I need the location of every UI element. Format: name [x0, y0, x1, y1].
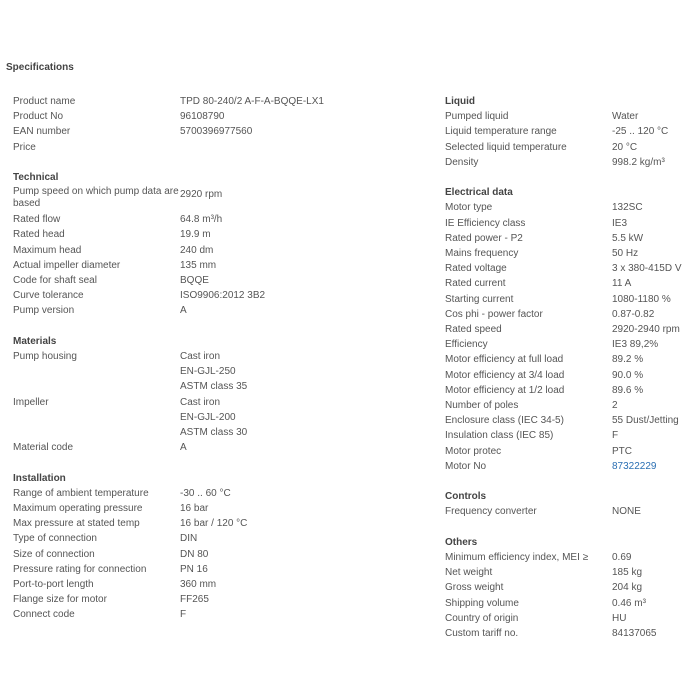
spec-label: Enclosure class (IEC 34-5)	[445, 415, 564, 427]
spec-values	[180, 140, 433, 155]
spec-label: Product No	[13, 111, 64, 123]
left-column	[13, 94, 433, 623]
spec-value: 0.46 m³	[612, 597, 646, 609]
spec-values	[180, 531, 433, 546]
spec-label: Shipping volume	[445, 597, 519, 609]
spec-values	[180, 516, 433, 531]
section-heading: Controls	[445, 491, 487, 503]
section-spacer	[445, 474, 695, 489]
spec-values	[612, 368, 695, 383]
spec-values	[612, 444, 695, 459]
spec-label: Motor efficiency at full load	[445, 354, 564, 366]
right-column	[445, 94, 695, 641]
spec-label: Impeller	[13, 396, 49, 408]
spec-row-rated-head	[13, 227, 433, 242]
spec-value: 2	[612, 400, 618, 412]
spec-values	[612, 428, 695, 443]
spec-row-price	[13, 140, 433, 155]
spec-value: 16 bar	[180, 502, 209, 514]
spec-values	[612, 292, 695, 307]
spec-value: Cast iron	[180, 396, 221, 408]
spec-row-insulation-class-iec-85	[445, 428, 695, 443]
spec-row-impeller	[13, 395, 433, 441]
spec-value: NONE	[612, 506, 641, 518]
spec-values	[180, 288, 433, 303]
spec-values	[180, 109, 433, 124]
spec-row-product-name	[13, 94, 433, 109]
spec-values	[612, 565, 695, 580]
section-materials	[13, 334, 433, 456]
spec-label: Motor type	[445, 202, 493, 214]
spec-row-country-of-origin	[445, 611, 695, 626]
spec-row-selected-liquid-temperature	[445, 140, 695, 155]
spec-row-net-weight	[445, 565, 695, 580]
spec-row-motor-no	[445, 459, 695, 474]
spec-value: 5.5 kW	[612, 232, 644, 244]
spec-value: ASTM class 30	[180, 427, 248, 438]
spec-row-product-no	[13, 109, 433, 124]
spec-values	[612, 611, 695, 626]
spec-label: Rated head	[13, 229, 65, 241]
section-spacer	[445, 170, 695, 185]
spec-value: 2920 rpm	[180, 189, 223, 201]
spec-values	[612, 398, 695, 413]
spec-values	[180, 227, 433, 242]
spec-value: 5700396977560	[180, 126, 253, 138]
spec-value: FF265	[180, 594, 209, 606]
spec-values	[612, 109, 695, 124]
spec-label: Size of connection	[13, 548, 95, 560]
spec-row-curve-tolerance	[13, 288, 433, 303]
spec-row-actual-impeller-diameter	[13, 258, 433, 273]
spec-values	[612, 246, 695, 261]
spec-row-motor-efficiency-at-full-load	[445, 352, 695, 367]
spec-label: Connect code	[13, 609, 75, 621]
spec-value: 89.6 %	[612, 384, 644, 396]
section-electrical-data	[445, 185, 695, 474]
spec-row-minimum-efficiency-index-mei	[445, 550, 695, 565]
spec-label: Material code	[13, 442, 74, 454]
section-heading: Technical	[13, 172, 59, 183]
spec-values	[612, 626, 695, 641]
spec-label: Starting current	[445, 293, 514, 305]
spec-label: Maximum operating pressure	[13, 502, 143, 514]
spec-values	[180, 562, 433, 577]
spec-value: ASTM class 35	[180, 381, 248, 393]
spec-values	[612, 550, 695, 565]
spec-values	[612, 322, 695, 337]
spec-label: Net weight	[445, 567, 493, 579]
spec-row-motor-protec	[445, 444, 695, 459]
spec-values	[180, 273, 433, 288]
spec-label: Flange size for motor	[13, 594, 107, 606]
spec-label: Rated power - P2	[445, 232, 523, 244]
spec-value: 1080-1180 %	[612, 293, 671, 305]
spec-row-size-of-connection	[13, 547, 433, 562]
section-product	[13, 94, 433, 155]
spec-value: -25 .. 120 °C	[612, 126, 669, 138]
spec-values	[612, 580, 695, 595]
spec-label: Custom tariff no.	[445, 628, 519, 639]
spec-label: Cos phi - power factor	[445, 308, 543, 320]
spec-label: Mains frequency	[445, 247, 519, 259]
spec-label: Frequency converter	[445, 506, 537, 518]
spec-label: Rated flow	[13, 214, 61, 226]
spec-value: A	[180, 305, 187, 317]
spec-values	[180, 94, 433, 109]
spec-row-rated-flow	[13, 212, 433, 227]
motor-number-link[interactable]: 87322229	[612, 460, 657, 472]
spec-value: Water	[612, 111, 639, 123]
spec-row-pressure-rating-for-connection	[13, 562, 433, 577]
spec-values	[180, 185, 433, 212]
spec-value: F	[612, 430, 619, 442]
spec-row-pump-version	[13, 303, 433, 318]
spec-label: Motor efficiency at 1/2 load	[445, 384, 565, 396]
spec-value: 185 kg	[612, 567, 643, 579]
spec-label: Rated current	[445, 278, 506, 290]
spec-label: Insulation class (IEC 85)	[445, 430, 554, 442]
spec-label: EAN number	[13, 126, 71, 138]
spec-label: Rated voltage	[445, 263, 507, 275]
spec-value: 55 Dust/Jetting	[612, 415, 679, 427]
spec-label: Rated speed	[445, 324, 502, 335]
spec-value: Cast iron	[180, 350, 221, 362]
spec-row-custom-tariff-no	[445, 626, 695, 641]
spec-row-liquid-temperature-range	[445, 124, 695, 139]
spec-values	[612, 413, 695, 428]
spec-row-density	[445, 155, 695, 170]
spec-value: HU	[612, 612, 627, 624]
spec-row-shipping-volume	[445, 596, 695, 611]
spec-row-material-code	[13, 440, 433, 455]
spec-values	[180, 212, 433, 227]
spec-row-pump-housing	[13, 349, 433, 395]
spec-row-maximum-operating-pressure	[13, 501, 433, 516]
spec-label: Code for shaft seal	[13, 275, 97, 286]
spec-value: IE3 89,2%	[612, 339, 659, 351]
section-controls	[445, 489, 695, 519]
spec-label: Port-to-port length	[13, 579, 94, 590]
spec-row-range-of-ambient-temperature	[13, 486, 433, 501]
spec-value: 11 A	[612, 278, 632, 290]
spec-values	[612, 261, 695, 276]
spec-value: DN 80	[180, 548, 209, 560]
spec-value: IE3	[612, 217, 628, 229]
spec-row-frequency-converter	[445, 504, 695, 519]
spec-row-motor-type	[445, 200, 695, 215]
spec-values	[180, 547, 433, 562]
spec-values	[612, 276, 695, 291]
spec-row-ie-efficiency-class	[445, 216, 695, 231]
spec-label: Motor No	[445, 460, 487, 472]
spec-value: 0.69	[612, 551, 632, 563]
spec-value: 89.2 %	[612, 354, 644, 366]
spec-label: Selected liquid temperature	[445, 141, 567, 153]
spec-value: 64.8 m³/h	[180, 214, 223, 226]
spec-values	[180, 607, 433, 622]
section-others	[445, 535, 695, 641]
spec-values	[612, 459, 695, 474]
spec-row-flange-size-for-motor	[13, 592, 433, 607]
spec-row-code-for-shaft-seal	[13, 273, 433, 288]
section-technical	[13, 170, 433, 319]
spec-label: Price	[13, 141, 36, 153]
spec-label: Motor efficiency at 3/4 load	[445, 369, 565, 381]
spec-values	[180, 243, 433, 258]
spec-values	[612, 155, 695, 170]
spec-values	[612, 140, 695, 155]
spec-values	[612, 504, 695, 519]
spec-label: Pumped liquid	[445, 111, 509, 123]
spec-row-motor-efficiency-at-1-2-load	[445, 383, 695, 398]
spec-values	[612, 200, 695, 215]
spec-values	[612, 307, 695, 322]
spec-value: 96108790	[180, 111, 225, 123]
spec-label: Product name	[13, 96, 76, 107]
spec-value: 240 dm	[180, 244, 214, 256]
spec-value: 0.87-0.82	[612, 308, 655, 320]
section-spacer	[445, 520, 695, 535]
spec-row-cos-phi-power-factor	[445, 307, 695, 322]
spec-label: Pressure rating for connection	[13, 563, 147, 575]
spec-label: Country of origin	[445, 612, 519, 624]
spec-values	[180, 349, 433, 395]
spec-values	[612, 124, 695, 139]
spec-row-enclosure-class-iec-34-5	[445, 413, 695, 428]
section-heading: Others	[445, 536, 478, 548]
spec-value: 2920-2940 rpm	[612, 324, 680, 335]
section-spacer	[13, 155, 433, 170]
spec-value: 84137065	[612, 628, 657, 639]
spec-label: Motor protec	[445, 445, 502, 457]
spec-value: 16 bar / 120 °C	[180, 518, 248, 530]
spec-row-rated-voltage	[445, 261, 695, 276]
spec-label: Range of ambient temperature	[13, 487, 149, 499]
spec-values	[180, 258, 433, 273]
spec-row-gross-weight	[445, 580, 695, 595]
spec-value: PTC	[612, 445, 632, 457]
spec-value	[180, 140, 433, 155]
spec-value: 19.9 m	[180, 229, 211, 241]
spec-label: Max pressure at stated temp	[13, 518, 140, 530]
spec-value: 204 kg	[612, 582, 643, 594]
spec-label: Efficiency	[445, 339, 488, 351]
spec-row-rated-power-p2	[445, 231, 695, 246]
spec-value: 90.0 %	[612, 369, 644, 381]
spec-value: 132SC	[612, 202, 643, 214]
spec-values	[612, 231, 695, 246]
spec-values	[180, 395, 433, 441]
spec-values	[180, 592, 433, 607]
spec-row-motor-efficiency-at-3-4-load	[445, 368, 695, 383]
spec-values	[612, 596, 695, 611]
spec-row-max-pressure-at-stated-temp	[13, 516, 433, 531]
spec-values	[180, 124, 433, 139]
spec-value: -30 .. 60 °C	[180, 487, 231, 499]
section-liquid	[445, 94, 695, 170]
section-heading: Electrical data	[445, 187, 513, 199]
spec-row-rated-current	[445, 276, 695, 291]
spec-values	[180, 501, 433, 516]
section-heading: Installation	[13, 472, 66, 484]
spec-row-number-of-poles	[445, 398, 695, 413]
spec-label: Minimum efficiency index, MEI ≥	[445, 551, 589, 563]
spec-value: 3 x 380-415D V	[612, 263, 682, 275]
spec-row-efficiency	[445, 337, 695, 352]
spec-label: Density	[445, 156, 479, 168]
section-heading: Materials	[13, 335, 57, 347]
section-heading: Liquid	[445, 96, 475, 107]
spec-value: 50 Hz	[612, 247, 639, 259]
spec-label: Actual impeller diameter	[13, 259, 121, 271]
spec-row-connect-code	[13, 607, 433, 622]
spec-value: 360 mm	[180, 579, 217, 590]
section-spacer	[13, 319, 433, 334]
spec-value: EN-GJL-200	[180, 411, 236, 423]
spec-row-pumped-liquid	[445, 109, 695, 124]
spec-values	[180, 440, 433, 455]
spec-row-ean-number	[13, 124, 433, 139]
spec-values	[180, 577, 433, 592]
spec-value: TPD 80-240/2 A-F-A-BQQE-LX1	[180, 96, 324, 107]
spec-value: F	[180, 609, 187, 621]
spec-row-starting-current	[445, 292, 695, 307]
spec-label: Type of connection	[13, 533, 97, 545]
spec-label: Maximum head	[13, 244, 82, 256]
spec-label: Curve tolerance	[13, 290, 84, 302]
spec-label: Pump speed on which pump data are based	[13, 186, 179, 210]
spec-row-maximum-head	[13, 243, 433, 258]
section-spacer	[13, 455, 433, 470]
spec-row-type-of-connection	[13, 531, 433, 546]
spec-values	[612, 337, 695, 352]
spec-values	[612, 352, 695, 367]
spec-value: ISO9906:2012 3B2	[180, 290, 266, 302]
spec-label: Pump version	[13, 305, 75, 317]
spec-value: 998.2 kg/m³	[612, 156, 665, 168]
spec-label: Liquid temperature range	[445, 126, 557, 138]
spec-value: BQQE	[180, 275, 209, 286]
spec-label: IE Efficiency class	[445, 217, 526, 229]
page-title: Specifications	[6, 62, 74, 73]
spec-row-pump-speed-on-which-pump-data-are-based	[13, 185, 433, 212]
spec-values	[180, 303, 433, 318]
spec-value: 135 mm	[180, 259, 217, 271]
spec-row-rated-speed	[445, 322, 695, 337]
spec-value: PN 16	[180, 563, 208, 575]
spec-value: 20 °C	[612, 141, 638, 153]
spec-value: EN-GJL-250	[180, 366, 236, 378]
spec-values	[612, 383, 695, 398]
spec-label: Pump housing	[13, 350, 77, 362]
spec-values	[180, 486, 433, 501]
spec-row-mains-frequency	[445, 246, 695, 261]
spec-label: Number of poles	[445, 400, 519, 412]
section-installation	[13, 471, 433, 623]
spec-value: DIN	[180, 533, 198, 545]
spec-row-port-to-port-length	[13, 577, 433, 592]
spec-values	[612, 216, 695, 231]
spec-label: Gross weight	[445, 582, 504, 594]
spec-value: A	[180, 442, 187, 454]
